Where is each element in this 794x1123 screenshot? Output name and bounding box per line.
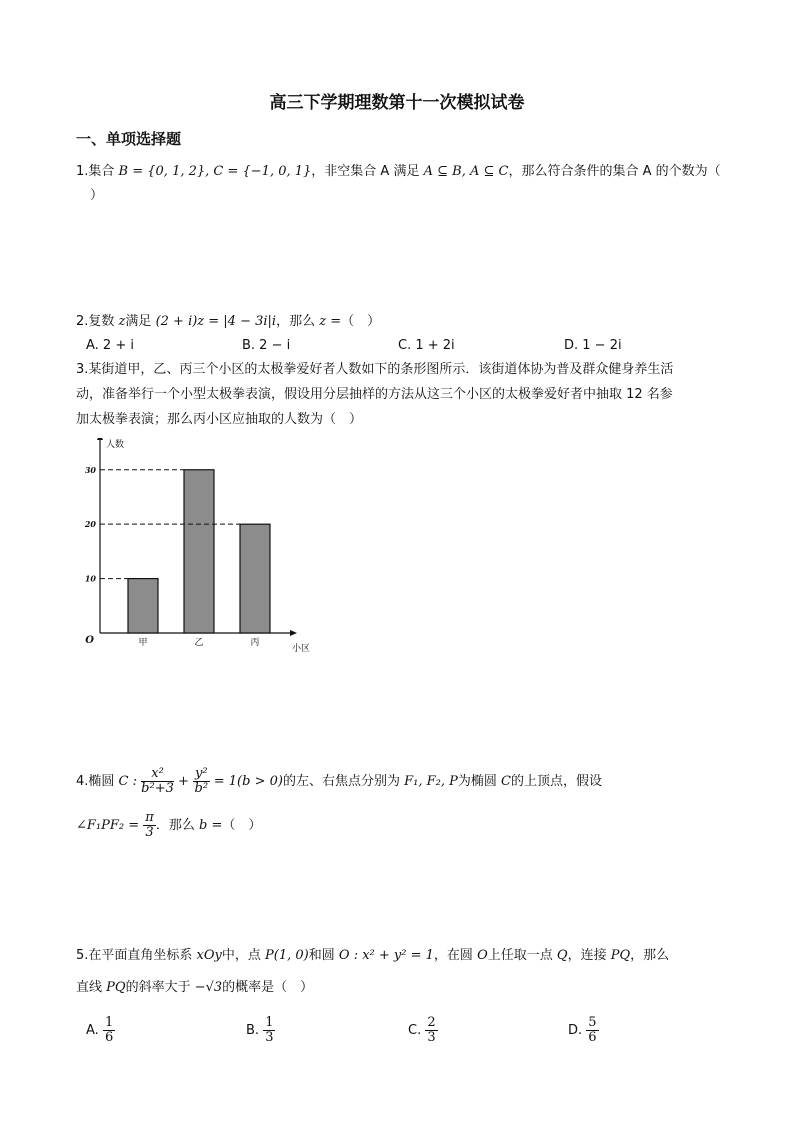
q4-fraction-pi: $\frac{\pi}{3}$ [145, 810, 154, 840]
q2-number: 2.复数 [76, 314, 115, 329]
q4-text-2: 为椭圆 [457, 774, 497, 789]
q2-text-1: 满足 [125, 314, 152, 329]
q4-math-c: C : [118, 774, 138, 789]
q5-math-pq2: PQ [106, 980, 126, 995]
q4-text-3: 的上顶点，假设 [510, 774, 602, 789]
q5-option-a: A. $\frac{1}{6}$ [86, 1015, 114, 1045]
x-tick-label-2: 乙 [194, 638, 204, 648]
q5-line2-text-b: 的斜率大于 [125, 980, 191, 995]
q5-line-2 [76, 976, 313, 1000]
q2-math-z: z [118, 314, 126, 329]
y-tick-label-20: 20 [84, 519, 96, 530]
q5-math-p: P(1, 0) [265, 948, 309, 963]
y-tick-label-10: 10 [84, 573, 96, 584]
q4-number: 4.椭圆 [76, 774, 115, 789]
q5-math-q: Q [556, 948, 568, 963]
q2-text-3: （ ） [341, 314, 381, 329]
q1-math-sets: B = {0, 1, 2}, C = {−1, 0, 1} [118, 164, 312, 179]
q5-math-sqrt3: −√3 [194, 980, 223, 995]
q5-number: 5.在平面直角坐标系 [76, 948, 193, 963]
q3-line-3: 加太极拳表演；那么丙小区应抽取的人数为（ ） [76, 412, 363, 427]
page-title: 高三下学期理数第十一次模拟试卷 [269, 93, 525, 113]
q5-math-circle: O : x² + y² = 1 [338, 948, 434, 963]
q4-plus: + [178, 774, 189, 789]
q4-text-5: （ ） [222, 818, 262, 833]
q1-math-subset: A ⊆ B, A ⊆ C [423, 164, 509, 179]
x-tick-label-3: 丙 [250, 638, 260, 648]
q4-line-2 [76, 810, 261, 842]
y-axis-label: 人数 [106, 440, 125, 450]
q2-option-d: D. 1 − 2i [564, 338, 622, 353]
x-axis-label: 小区 [292, 644, 311, 654]
q2-text-2: ，那么 [276, 314, 316, 329]
q4-math-b: b = [198, 818, 223, 833]
q2-option-c: C. 1 + 2i [398, 338, 455, 353]
q4-math-angle: ∠F₁PF₂ = [76, 818, 140, 833]
q4-text-4: ．那么 [155, 818, 195, 833]
q3-line-2: 动，准备举行一个小型太极拳表演，假设用分层抽样的方法从这三个小区的太极拳爱好者中抽取 12 名参 [76, 387, 673, 402]
q5-text-5: ，连接 [567, 948, 607, 963]
question-4 [76, 766, 602, 798]
q5-text-1: 中，点 [221, 948, 261, 963]
q5-option-c: C. $\frac{2}{3}$ [408, 1015, 436, 1045]
q1-line-2: ） [90, 188, 104, 203]
x-axis-arrow [290, 630, 297, 636]
y-tick-label-30: 30 [84, 464, 96, 475]
q2-option-b: B. 2 − i [242, 338, 291, 353]
q1-number: 1.集合 [76, 164, 115, 179]
question-5 [76, 944, 669, 968]
q4-math-foci: F₁, F₂, P [404, 774, 458, 789]
q1-text-1: ，非空集合 A 满足 [311, 164, 420, 179]
q5-line2-text-c: 的概率是（ ） [222, 980, 314, 995]
q5-math-o: O [477, 948, 488, 963]
q5-text-6: ，那么 [630, 948, 670, 963]
bar-2 [184, 470, 214, 633]
q4-text-1: 的左、右焦点分别为 [282, 774, 400, 789]
q2-math-zeq: z = [319, 314, 342, 329]
q5-math-pq: PQ [610, 948, 631, 963]
q4-fraction-y: $\frac{\text{y²}}{\text{b²}}$ [194, 766, 209, 796]
q5-option-b: B. $\frac{1}{3}$ [246, 1015, 274, 1045]
q3-line-1: 3.某街道甲，乙、丙三个小区的太极拳爱好者人数如下的条形图所示．该街道体协为普及群众健身养生活 [76, 362, 674, 377]
q5-text-4: 上任取一点 [487, 948, 553, 963]
q5-text-2: 和圆 [308, 948, 335, 963]
q2-option-a: A. 2 + i [86, 338, 134, 353]
q4-fraction-x: $\frac{\text{x²}}{\text{b²+3}}$ [141, 766, 174, 796]
section-heading: 一、单项选择题 [76, 130, 182, 148]
origin-label: O [85, 635, 94, 646]
q2-math-equation: (2 + i)z = |4 − 3i|i [155, 314, 277, 329]
y-axis-arrow [97, 438, 103, 440]
question-1 [76, 160, 721, 184]
bar-chart [80, 438, 320, 658]
q4-math-c2: C [501, 774, 511, 789]
question-2 [76, 310, 380, 334]
q5-math-xoy: xOy [196, 948, 222, 963]
q5-text-3: ，在圆 [433, 948, 473, 963]
q5-option-d: D. $\frac{5}{6}$ [568, 1015, 597, 1045]
x-tick-label-1: 甲 [138, 638, 148, 648]
q1-text-2: ，那么符合条件的集合 A 的个数为（ [508, 164, 721, 179]
bar-1 [128, 579, 158, 633]
bar-3 [240, 524, 270, 633]
q5-line2-text-a: 直线 [76, 980, 103, 995]
q4-math-eq: = 1(b > 0) [213, 774, 283, 789]
